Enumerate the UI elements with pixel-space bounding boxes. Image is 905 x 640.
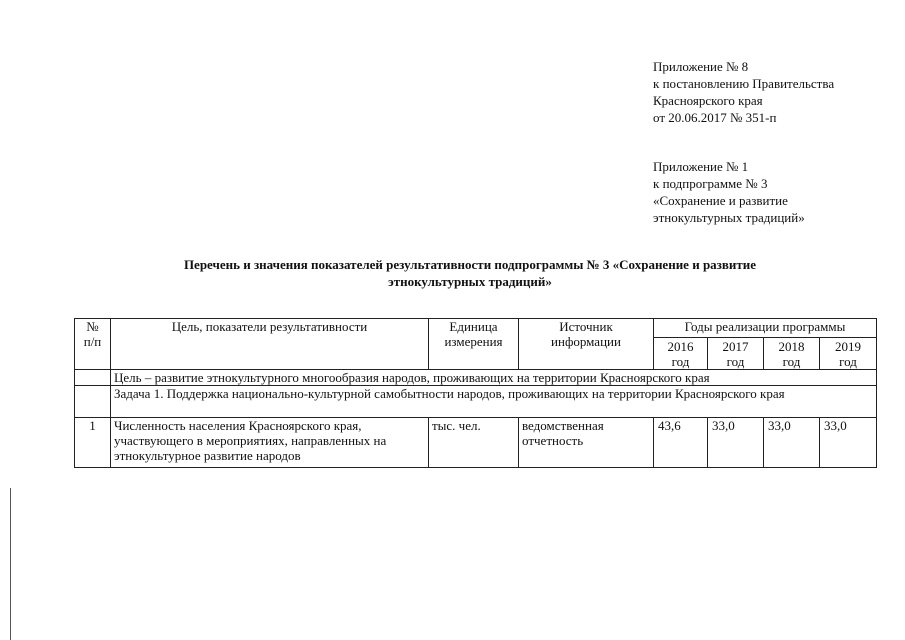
appendix-8-line: Красноярского края: [653, 93, 763, 108]
appendix-1-line: этнокультурных традиций»: [653, 210, 805, 225]
table-row: [75, 418, 877, 468]
table-header-row: [75, 319, 877, 338]
row-indicator: Численность населения Красноярского края, участвующего в мероприятиях, направленных на этнокультурное развитие народов: [111, 418, 429, 468]
year-suffix: год: [839, 354, 857, 369]
header-unit: [429, 319, 519, 370]
row-value-2016: 43,6: [654, 418, 708, 468]
task-row: [75, 386, 877, 418]
header-source: [519, 319, 654, 370]
task-row-num: [75, 386, 111, 418]
year-suffix: год: [671, 354, 690, 369]
appendix-8-line: от 20.06.2017 № 351-п: [653, 110, 777, 125]
row-value-2017: 33,0: [708, 418, 764, 468]
header-year-2016: [654, 338, 708, 370]
goal-row-num: [75, 370, 111, 386]
header-year-2017: [708, 338, 764, 370]
header-num-line1: №: [86, 319, 99, 334]
year-number: 2019: [835, 339, 861, 354]
appendix-8-line: к постановлению Правительства: [653, 76, 835, 91]
goal-row: [75, 370, 877, 386]
header-num: [75, 319, 111, 370]
row-value-2019: 33,0: [820, 418, 877, 468]
year-suffix: год: [782, 354, 801, 369]
appendix-8-line: Приложение № 8: [653, 59, 749, 74]
year-number: 2018: [778, 339, 805, 354]
appendix-1-block: [653, 158, 805, 226]
header-year-2018: [764, 338, 820, 370]
header-goal-indicators: Цель, показатели результативности: [111, 319, 429, 370]
scan-edge-line: [10, 488, 11, 640]
appendix-8-block: [653, 58, 834, 126]
year-suffix: год: [726, 354, 745, 369]
appendix-1-line: к подпрограмме № 3: [653, 176, 768, 191]
header-years-group: Годы реализации программы: [654, 319, 877, 338]
header-unit-line2: измерения: [444, 334, 503, 349]
header-source-line1: Источник: [559, 319, 613, 334]
task-row-text: Задача 1. Поддержка национально-культурной самобытности народов, проживающих на территории Красноярского края: [111, 386, 877, 418]
header-unit-line1: Единица: [449, 319, 498, 334]
row-num: 1: [75, 418, 111, 468]
row-source: ведомственная отчетность: [519, 418, 654, 468]
header-year-2019: [820, 338, 877, 370]
header-num-line2: п/п: [83, 334, 102, 349]
row-value-2018: 33,0: [764, 418, 820, 468]
row-unit: тыс. чел.: [429, 418, 519, 468]
title-line: этнокультурных традиций»: [388, 274, 552, 289]
appendix-1-line: «Сохранение и развитие: [653, 193, 788, 208]
year-number: 2016: [667, 339, 694, 354]
year-number: 2017: [722, 339, 749, 354]
title-line: Перечень и значения показателей результативности подпрограммы № 3 «Сохранение и развитие: [183, 257, 757, 272]
goal-row-text: Цель – развитие этнокультурного многообразия народов, проживающих на территории Красноярского края: [111, 370, 877, 386]
appendix-1-line: Приложение № 1: [653, 159, 749, 174]
indicators-table: [74, 318, 877, 468]
document-title: [60, 256, 880, 290]
header-source-line2: информации: [551, 334, 621, 349]
